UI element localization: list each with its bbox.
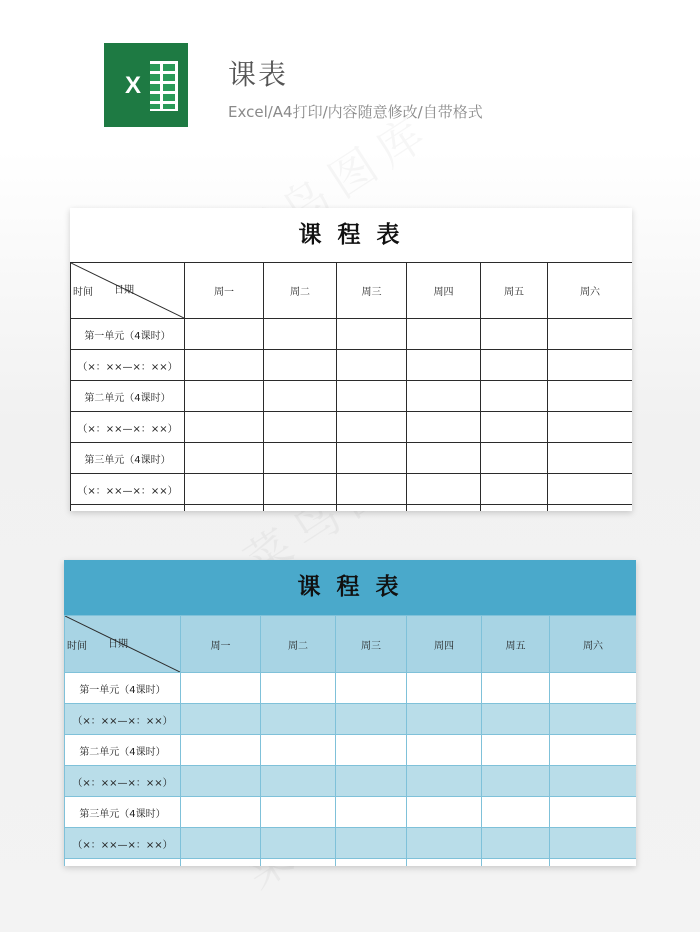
table-cell[interactable]	[337, 350, 407, 381]
table-row	[71, 474, 633, 505]
table-cell[interactable]	[337, 412, 407, 443]
day-header[interactable]: 周一	[181, 616, 261, 673]
table-cell[interactable]	[550, 859, 637, 867]
day-header[interactable]: 周六	[550, 616, 637, 673]
table-cell[interactable]	[181, 828, 261, 859]
table-cell[interactable]	[337, 443, 407, 474]
table-row	[71, 350, 633, 381]
table-cell[interactable]	[548, 350, 633, 381]
table-row	[71, 443, 633, 474]
excel-icon	[104, 43, 188, 127]
corner-date-label: 日期	[114, 285, 134, 296]
day-header[interactable]: 周五	[481, 263, 548, 319]
table-cell[interactable]	[481, 474, 548, 505]
table-cell[interactable]	[337, 319, 407, 350]
table-cell[interactable]	[481, 505, 548, 512]
table-cell[interactable]	[261, 828, 336, 859]
table-cell[interactable]	[550, 673, 637, 704]
table-cell[interactable]	[407, 319, 481, 350]
table-cell[interactable]	[337, 381, 407, 412]
table-row	[71, 381, 633, 412]
row-label[interactable]: （×：××—×：××）	[71, 412, 185, 443]
table-cell[interactable]	[548, 381, 633, 412]
table-cell[interactable]	[481, 319, 548, 350]
table-cell[interactable]	[336, 735, 407, 766]
table-cell[interactable]	[482, 704, 550, 735]
row-label[interactable]: （×：××—×：××）	[65, 766, 181, 797]
table-cell[interactable]	[185, 412, 264, 443]
table-cell[interactable]	[407, 859, 482, 867]
table-row	[65, 828, 637, 859]
row-label[interactable]: 第一单元（4课时）	[65, 673, 181, 704]
table-cell[interactable]	[181, 673, 261, 704]
corner-date-label: 日期	[108, 639, 128, 650]
row-label[interactable]: （×：××—×：××）	[65, 828, 181, 859]
table-cell[interactable]	[185, 350, 264, 381]
table-cell[interactable]	[481, 350, 548, 381]
table-cell[interactable]	[550, 704, 637, 735]
corner-time-label: 时间	[67, 641, 87, 652]
table-cell[interactable]	[185, 381, 264, 412]
table-cell[interactable]	[264, 381, 337, 412]
row-label[interactable]: 第三单元（4课时）	[65, 797, 181, 828]
table-cell[interactable]	[261, 859, 336, 867]
table-cell[interactable]	[185, 319, 264, 350]
table-cell[interactable]	[407, 350, 481, 381]
table-cell[interactable]	[336, 828, 407, 859]
table-row	[71, 505, 633, 512]
row-label[interactable]: （×：××—×：××）	[65, 704, 181, 735]
table-cell[interactable]	[407, 505, 481, 512]
day-header[interactable]: 周二	[264, 263, 337, 319]
table-cell[interactable]	[264, 319, 337, 350]
schedule-title: 课 程 表	[64, 560, 636, 615]
table-cell[interactable]	[482, 673, 550, 704]
table-cell[interactable]	[185, 443, 264, 474]
table-cell[interactable]	[336, 673, 407, 704]
corner-cell[interactable]	[65, 616, 181, 673]
row-label[interactable]: 第三单元（4课时）	[71, 443, 185, 474]
table-cell[interactable]	[261, 735, 336, 766]
table-row	[65, 673, 637, 704]
table-cell[interactable]	[407, 704, 482, 735]
table-cell[interactable]	[482, 735, 550, 766]
header-row	[71, 263, 633, 319]
table-cell[interactable]	[185, 505, 264, 512]
table-cell[interactable]	[407, 735, 482, 766]
schedule-sheet-blue	[64, 560, 636, 866]
table-cell[interactable]	[407, 443, 481, 474]
day-header[interactable]: 周四	[407, 616, 482, 673]
day-header[interactable]: 周二	[261, 616, 336, 673]
table-cell[interactable]	[261, 673, 336, 704]
schedule-table	[64, 615, 636, 866]
table-cell[interactable]	[550, 766, 637, 797]
table-cell[interactable]	[337, 505, 407, 512]
table-cell[interactable]	[407, 673, 482, 704]
table-cell[interactable]	[548, 412, 633, 443]
table-cell[interactable]	[261, 766, 336, 797]
table-cell[interactable]	[181, 766, 261, 797]
table-cell[interactable]	[65, 859, 181, 867]
table-cell[interactable]	[482, 766, 550, 797]
table-cell[interactable]	[336, 859, 407, 867]
row-label[interactable]: （×：××—×：××）	[71, 474, 185, 505]
row-label[interactable]: 第二单元（4课时）	[71, 381, 185, 412]
table-cell[interactable]	[481, 443, 548, 474]
table-cell[interactable]	[548, 474, 633, 505]
table-row	[65, 859, 637, 867]
table-cell[interactable]	[407, 797, 482, 828]
page-subtitle: Excel/A4打印/内容随意修改/自带格式	[228, 103, 483, 121]
table-cell[interactable]	[481, 412, 548, 443]
corner-cell[interactable]	[71, 263, 185, 319]
table-cell[interactable]	[336, 797, 407, 828]
table-cell[interactable]	[181, 735, 261, 766]
day-header[interactable]: 周四	[407, 263, 481, 319]
day-header[interactable]: 周三	[336, 616, 407, 673]
table-cell[interactable]	[407, 766, 482, 797]
table-cell[interactable]	[407, 381, 481, 412]
table-cell[interactable]	[264, 505, 337, 512]
row-label[interactable]: 第二单元（4课时）	[65, 735, 181, 766]
table-cell[interactable]	[264, 350, 337, 381]
table-cell[interactable]	[71, 505, 185, 512]
header-row	[65, 616, 637, 673]
table-cell[interactable]	[261, 704, 336, 735]
table-cell[interactable]	[550, 797, 637, 828]
table-cell[interactable]	[264, 443, 337, 474]
day-header[interactable]: 周一	[185, 263, 264, 319]
table-row	[71, 412, 633, 443]
table-cell[interactable]	[264, 412, 337, 443]
page-title: 课表	[228, 58, 289, 91]
table-cell[interactable]	[407, 412, 481, 443]
table-cell[interactable]	[261, 797, 336, 828]
table-cell[interactable]	[336, 766, 407, 797]
table-cell[interactable]	[337, 474, 407, 505]
table-cell[interactable]	[482, 859, 550, 867]
day-header[interactable]: 周三	[337, 263, 407, 319]
table-cell[interactable]	[550, 828, 637, 859]
table-row	[65, 797, 637, 828]
table-cell[interactable]	[548, 319, 633, 350]
row-label[interactable]: （×：××—×：××）	[71, 350, 185, 381]
table-cell[interactable]	[336, 704, 407, 735]
row-label[interactable]: 第一单元（4课时）	[71, 319, 185, 350]
table-cell[interactable]	[181, 859, 261, 867]
table-cell[interactable]	[181, 704, 261, 735]
excel-letter: X	[124, 72, 142, 99]
table-cell[interactable]	[482, 797, 550, 828]
table-cell[interactable]	[264, 474, 337, 505]
table-row	[65, 766, 637, 797]
schedule-table	[70, 262, 632, 511]
table-row	[65, 704, 637, 735]
corner-time-label: 时间	[73, 287, 93, 298]
day-header[interactable]: 周六	[548, 263, 633, 319]
table-cell[interactable]	[407, 828, 482, 859]
table-cell[interactable]	[181, 797, 261, 828]
day-header[interactable]: 周五	[482, 616, 550, 673]
table-cell[interactable]	[407, 474, 481, 505]
table-cell[interactable]	[548, 443, 633, 474]
table-cell[interactable]	[185, 474, 264, 505]
table-row	[71, 319, 633, 350]
schedule-title: 课 程 表	[298, 222, 404, 248]
table-cell[interactable]	[481, 381, 548, 412]
table-cell[interactable]	[482, 828, 550, 859]
table-row	[65, 735, 637, 766]
table-cell[interactable]	[550, 735, 637, 766]
table-cell[interactable]	[548, 505, 633, 512]
schedule-sheet-plain	[70, 208, 632, 511]
